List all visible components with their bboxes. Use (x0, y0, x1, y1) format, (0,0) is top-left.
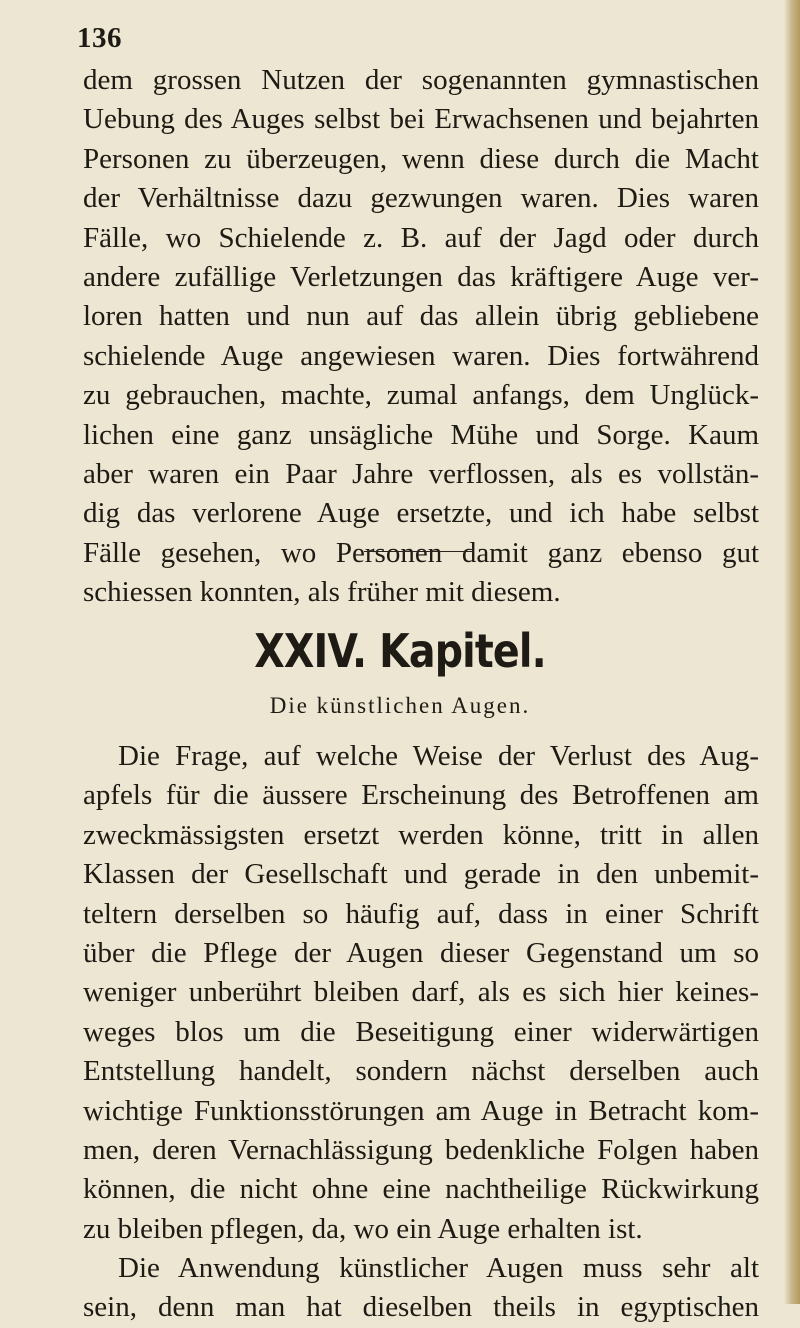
text-line: men, deren Vernachlässigung bedenkliche Folgen haben (83, 1133, 759, 1166)
chapter-title: XXIV. Kapitel. (254, 624, 546, 678)
text-line: Entstellung handelt, sondern nächst derselben auch (83, 1055, 759, 1088)
text-line: schielende Auge angewiesen waren. Dies fortwährend (83, 339, 759, 372)
text-line: loren hatten und nun auf das allein übrig gebliebene (83, 300, 759, 333)
text-line: der Verhältnisse dazu gezwungen waren. Dies waren (83, 182, 759, 215)
text-line: wichtige Funktionsstörungen am Auge in Betracht kom- (83, 1094, 759, 1127)
text-line: Klassen der Gesellschaft und gerade in den unbemit- (83, 858, 759, 891)
section-divider (364, 551, 474, 552)
text-line: Die Frage, auf welche Weise der Verlust des Aug- (118, 740, 759, 772)
text-line: Uebung des Auges selbst bei Erwachsenen und bejahrten (83, 103, 759, 136)
text-line: dem grossen Nutzen der sogenannten gymnastischen (83, 64, 759, 96)
text-line: dig das verlorene Auge ersetzte, und ich habe selbst (83, 497, 759, 530)
text-line: schiessen konnten, als früher mit diesem. (83, 576, 561, 609)
text-line: sein, denn man hat dieselben theils in egyptischen (83, 1291, 759, 1324)
text-line: Fälle gesehen, wo Personen damit ganz ebenso gut (83, 536, 759, 569)
text-line: aber waren ein Paar Jahre verflossen, als es vollstän- (83, 457, 759, 490)
paragraph-2 (83, 737, 759, 1249)
paragraph-1 (83, 61, 759, 612)
text-line: andere zufällige Verletzungen das kräftigere Auge ver- (83, 260, 759, 293)
text-line: Personen zu überzeugen, wenn diese durch die Macht (83, 142, 759, 175)
text-line: apfels für die äussere Erscheinung des Betroffenen am (83, 779, 759, 812)
text-line: weges blos um die Beseitigung einer widerwärtigen (83, 1015, 759, 1048)
text-line: zu bleiben pflegen, da, wo ein Auge erhalten ist. (83, 1212, 643, 1245)
text-line: zu gebrauchen, machte, zumal anfangs, dem Unglück- (83, 379, 759, 412)
text-line: zweckmässigsten ersetzt werden könne, tritt in allen (83, 818, 759, 851)
text-line: weniger unberührt bleiben darf, als es sich hier keines- (83, 976, 759, 1009)
text-line: lichen eine ganz unsägliche Mühe und Sorge. Kaum (83, 418, 759, 451)
page-edge (784, 0, 800, 1304)
chapter-subtitle: Die künstlichen Augen. (269, 693, 531, 718)
text-line: über die Pflege der Augen dieser Gegenstand um so (83, 936, 759, 969)
paragraph-3 (83, 1249, 759, 1328)
page-number: 136 (77, 22, 122, 54)
text-line: teltern derselben so häufig auf, dass in einer Schrift (83, 897, 759, 930)
text-line: können, die nicht ohne eine nachtheilige Rückwirkung (83, 1173, 759, 1206)
text-line: Fälle, wo Schielende z. B. auf der Jagd oder durch (83, 221, 759, 254)
text-line: Die Anwendung künstlicher Augen muss sehr alt (118, 1252, 759, 1284)
